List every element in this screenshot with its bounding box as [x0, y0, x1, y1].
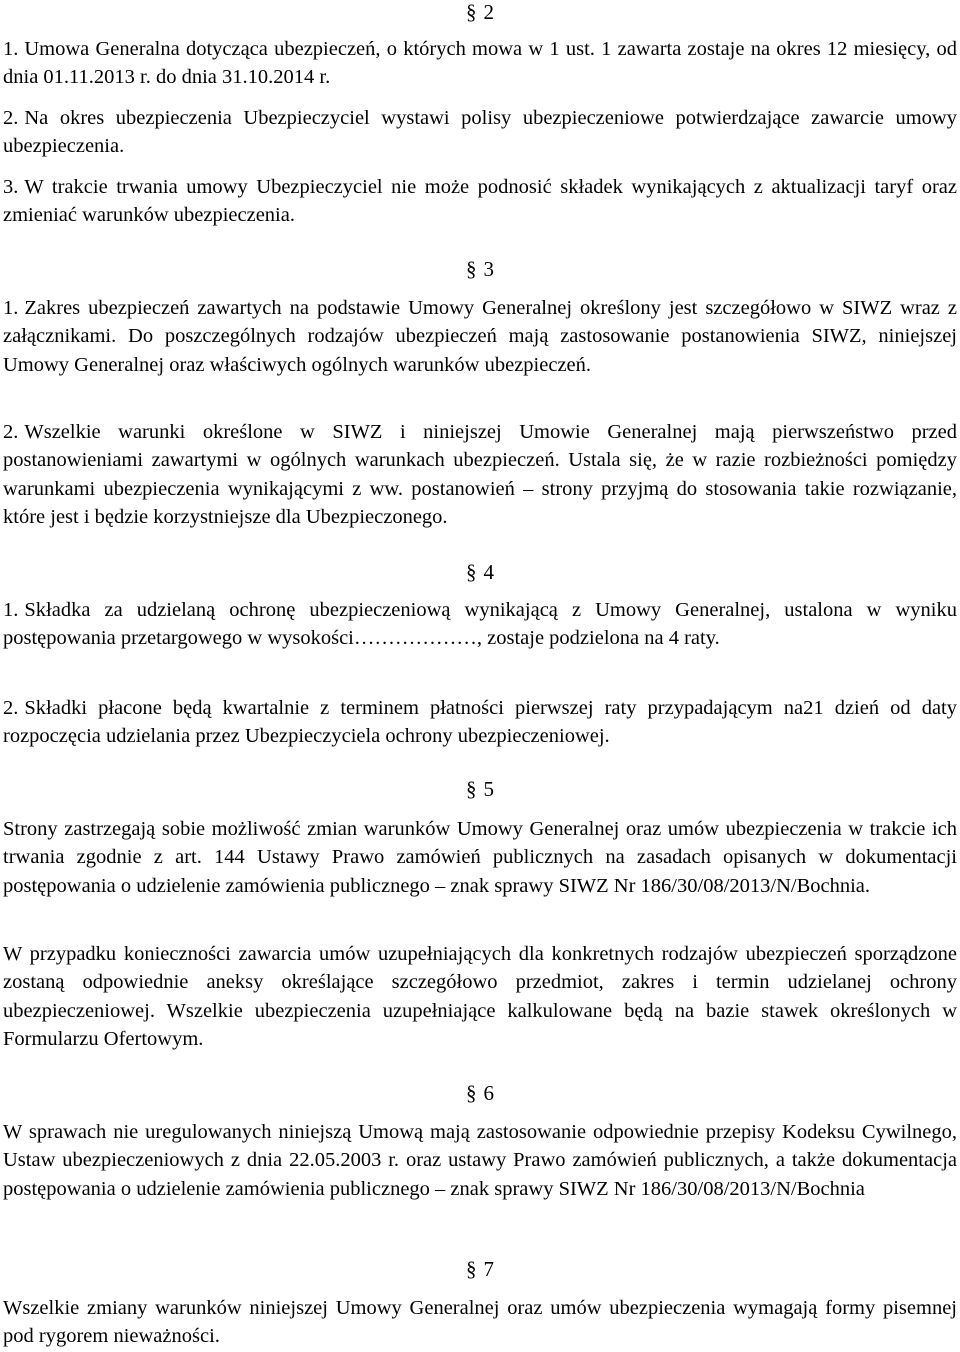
paragraph-text: Wszelkie zmiany warunków niniejszej Umowy Generalnej oraz umów ubezpieczenia wymagają formy pisemnej pod rygorem nieważności. [3, 1297, 957, 1348]
section-heading-6 [0, 1079, 960, 1107]
paragraph-number: 3. [3, 176, 19, 198]
section-heading-2 [0, 0, 960, 26]
paragraph-text: W trakcie trwania umowy Ubezpieczyciel nie może podnosić składek wynikających z aktualizacji taryf oraz zmieniać warunków ubezpieczenia. [3, 176, 957, 227]
section-number: 2 [483, 0, 494, 24]
paragraph-text: Zakres ubezpieczeń zawartych na podstawie Umowy Generalnej określony jest szczegółowo w SIWZ wraz z załącznikami. Do poszczególnych rodzajów ubezpieczeń mają zastosowanie postanowienia SIWZ, niniejszej Umowy Generalnej oraz właściwych ogólnych warunków ubezpieczeń. [3, 297, 957, 376]
section-symbol: § [466, 0, 477, 24]
paragraph-5-1 [3, 815, 957, 900]
paragraph-number: 1. [3, 599, 19, 621]
paragraph-number: 2. [3, 107, 19, 129]
section-symbol: § [466, 1081, 477, 1105]
paragraph-text: Składka za udzielaną ochronę ubezpieczeniową wynikającą z Umowy Generalnej, ustalona w wyniku postępowania przetargowego w wysokości………………, zostaje podzielona na 4 raty. [3, 599, 957, 650]
paragraph-6-1 [3, 1118, 957, 1203]
section-heading-3 [0, 255, 960, 283]
paragraph-4-1 [3, 596, 957, 653]
section-heading-4 [0, 558, 960, 586]
section-number: 4 [483, 560, 494, 584]
section-symbol: § [466, 777, 477, 801]
paragraph-text: W przypadku konieczności zawarcia umów uzupełniających dla konkretnych rodzajów ubezpieczeń sporządzone zostaną odpowiednie aneksy określające szczegółowo przedmiot, zakres i termin udzielanej ochrony ubezpieczeniowej. Wszelkie ubezpieczenia uzupełniające kalkulowane będą na bazie stawek określonych w Formularzu Ofertowym. [3, 943, 957, 1050]
section-symbol: § [466, 1257, 477, 1281]
paragraph-2-2 [3, 104, 957, 161]
paragraph-number: 2. [3, 697, 19, 719]
section-symbol: § [466, 560, 477, 584]
section-number: 7 [483, 1257, 494, 1281]
paragraph-number: 2. [3, 421, 19, 443]
paragraph-3-1 [3, 294, 957, 379]
paragraph-text: W sprawach nie uregulowanych niniejszą Umową mają zastosowanie odpowiednie przepisy Kodeksu Cywilnego, Ustaw ubezpieczeniowych z dnia 22.05.2003 r. oraz ustawy Prawo zamówień publicznych, a także dokumentacja postępowania o udzielenie zamówienia publicznego – znak sprawy SIWZ Nr 186/30/08/2013/N/Bochnia [3, 1121, 957, 1200]
paragraph-5-2 [3, 940, 957, 1053]
paragraph-2-1 [3, 35, 957, 92]
paragraph-3-2 [3, 418, 957, 531]
paragraph-number: 1. [3, 297, 19, 319]
section-number: 5 [483, 777, 494, 801]
paragraph-text: Umowa Generalna dotycząca ubezpieczeń, o których mowa w 1 ust. 1 zawarta zostaje na okres 12 miesięcy, od dnia 01.11.2013 r. do dnia 31.10.2014 r. [3, 38, 957, 89]
paragraph-text: Na okres ubezpieczenia Ubezpieczyciel wystawi polisy ubezpieczeniowe potwierdzające zawarcie umowy ubezpieczenia. [3, 107, 957, 158]
section-number: 3 [483, 257, 494, 281]
paragraph-number: 1. [3, 38, 19, 60]
section-number: 6 [483, 1081, 494, 1105]
section-heading-5 [0, 775, 960, 803]
section-heading-7 [0, 1255, 960, 1283]
paragraph-2-3 [3, 173, 957, 230]
paragraph-4-2 [3, 694, 957, 751]
section-symbol: § [466, 257, 477, 281]
paragraph-text: Składki płacone będą kwartalnie z terminem płatności pierwszej raty przypadającym na21 dzień od daty rozpoczęcia udzielania przez Ubezpieczyciela ochrony ubezpieczeniowej. [3, 697, 957, 748]
paragraph-text: Strony zastrzegają sobie możliwość zmian warunków Umowy Generalnej oraz umów ubezpieczenia w trakcie ich trwania zgodnie z art. 144 Ustawy Prawo zamówień publicznych na zasadach opisanych w dokumentacji postępowania o udzielenie zamówienia publicznego – znak sprawy SIWZ Nr 186/30/08/2013/N/Bochnia. [3, 818, 957, 897]
paragraph-7-1 [3, 1294, 957, 1351]
paragraph-text: Wszelkie warunki określone w SIWZ i niniejszej Umowie Generalnej mają pierwszeństwo przed postanowieniami zawartymi w ogólnych warunkach ubezpieczeń. Ustala się, że w razie rozbieżności pomiędzy warunkami ubezpieczenia wynikającymi z ww. postanowień – strony przyjmą do stosowania takie rozwiązanie, które jest i będzie korzystniejsze dla Ubezpieczonego. [3, 421, 957, 528]
